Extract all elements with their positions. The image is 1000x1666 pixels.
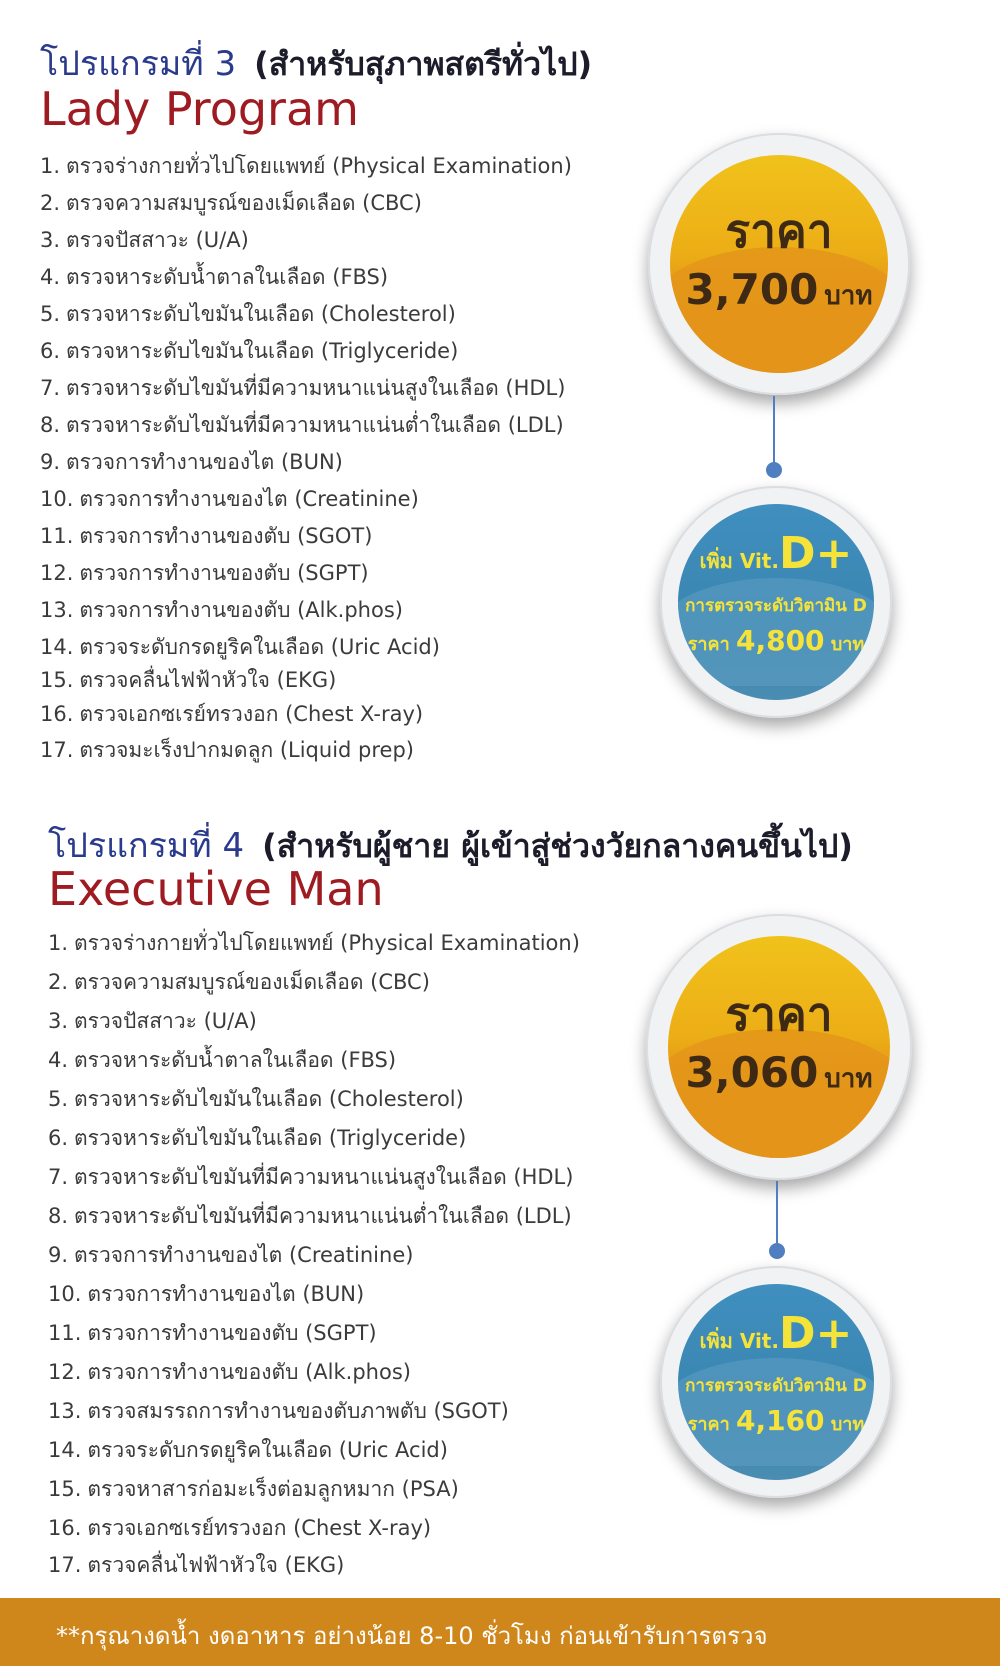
- list-item: 5. ตรวจหาระดับไขมันในเลือด (Cholesterol): [48, 1087, 464, 1111]
- list-item: 4. ตรวจหาระดับน้ำตาลในเลือด (FBS): [48, 1048, 397, 1072]
- list-item: 11. ตรวจการทำงานของตับ (SGOT): [40, 524, 373, 548]
- list-item: 3. ตรวจปัสสาวะ (U/A): [48, 1009, 257, 1033]
- list-item: 6. ตรวจหาระดับไขมันในเลือด (Triglyceride): [48, 1126, 467, 1150]
- list-item: 16. ตรวจเอกซเรย์ทรวงอก (Chest X-ray): [48, 1516, 432, 1540]
- list-item: 9. ตรวจการทำงานของไต (BUN): [40, 450, 343, 474]
- price-word: ราคา: [725, 987, 833, 1041]
- vitamin-title: เพิ่ม Vit.D+: [699, 528, 853, 579]
- list-item: 13. ตรวจสมรรถการทำงานของตับภาพตับ (SGOT): [48, 1399, 509, 1423]
- price-word: ราคา: [725, 204, 833, 258]
- list-item: 10. ตรวจการทำงานของไต (Creatinine): [40, 487, 419, 511]
- list-item: 16. ตรวจเอกซเรย์ทรวงอก (Chest X-ray): [40, 702, 424, 726]
- program-4-name: Executive Man: [48, 862, 384, 916]
- list-item: 14. ตรวจระดับกรดยูริคในเลือด (Uric Acid): [40, 635, 440, 659]
- vitamin-d-badge: [660, 486, 892, 718]
- program-4-subtitle: (สำหรับผู้ชาย ผู้เข้าสู่ช่วงวัยกลางคนขึ้นไป): [262, 827, 853, 865]
- list-item: 9. ตรวจการทำงานของไต (Creatinine): [48, 1243, 414, 1267]
- list-item: 14. ตรวจระดับกรดยูริคในเลือด (Uric Acid): [48, 1438, 448, 1462]
- connector-dot: [766, 462, 782, 478]
- list-item: 6. ตรวจหาระดับไขมันในเลือด (Triglyceride): [40, 339, 459, 363]
- price-badge: [648, 133, 910, 395]
- list-item: 17. ตรวจมะเร็งปากมดลูก (Liquid prep): [40, 738, 414, 762]
- vitamin-desc: การตรวจระดับวิตามิน D: [685, 1376, 867, 1396]
- vitamin-desc: การตรวจระดับวิตามิน D: [685, 596, 867, 616]
- connector-line: [773, 396, 775, 468]
- list-item: 11. ตรวจการทำงานของตับ (SGPT): [48, 1321, 377, 1345]
- fasting-note: **กรุณางดน้ำ งดอาหาร อย่างน้อย 8-10 ชั่วโมง ก่อนเข้ารับการตรวจ: [56, 1622, 768, 1650]
- program-3-name: Lady Program: [40, 82, 359, 136]
- list-item: 17. ตรวจคลื่นไฟฟ้าหัวใจ (EKG): [48, 1553, 345, 1577]
- program-3-label: โปรแกรมที่ 3: [40, 44, 237, 84]
- list-item: 2. ตรวจความสมบูรณ์ของเม็ดเลือด (CBC): [48, 970, 430, 994]
- list-item: 4. ตรวจหาระดับน้ำตาลในเลือด (FBS): [40, 265, 389, 289]
- list-item: 3. ตรวจปัสสาวะ (U/A): [40, 228, 249, 252]
- vitamin-price: ราคา 4,800 บาท: [687, 624, 865, 657]
- vitamin-price: ราคา 4,160 บาท: [687, 1404, 865, 1437]
- list-item: 7. ตรวจหาระดับไขมันที่มีความหนาแน่นสูงในเลือด (HDL): [48, 1165, 574, 1189]
- list-item: 12. ตรวจการทำงานของตับ (Alk.phos): [48, 1360, 411, 1384]
- price-badge: [646, 914, 912, 1180]
- list-item: 2. ตรวจความสมบูรณ์ของเม็ดเลือด (CBC): [40, 191, 422, 215]
- connector-dot: [769, 1243, 785, 1259]
- list-item: 13. ตรวจการทำงานของตับ (Alk.phos): [40, 598, 403, 622]
- list-item: 1. ตรวจร่างกายทั่วไปโดยแพทย์ (Physical Examination): [40, 154, 572, 178]
- program-3-subtitle: (สำหรับสุภาพสตรีทั่วไป): [254, 45, 593, 83]
- program-4-label: โปรแกรมที่ 4: [48, 826, 245, 866]
- list-item: 15. ตรวจหาสารก่อมะเร็งต่อมลูกหมาก (PSA): [48, 1477, 459, 1501]
- vitamin-title: เพิ่ม Vit.D+: [699, 1308, 853, 1359]
- list-item: 8. ตรวจหาระดับไขมันที่มีความหนาแน่นต่ำในเลือด (LDL): [48, 1204, 572, 1228]
- footer-banner: [0, 1598, 1000, 1666]
- price-amount: 3,060 บาท: [685, 1048, 873, 1097]
- list-item: 15. ตรวจคลื่นไฟฟ้าหัวใจ (EKG): [40, 668, 337, 692]
- price-amount: 3,700 บาท: [685, 265, 873, 314]
- list-item: 5. ตรวจหาระดับไขมันในเลือด (Cholesterol): [40, 302, 456, 326]
- connector-line: [776, 1181, 778, 1251]
- list-item: 1. ตรวจร่างกายทั่วไปโดยแพทย์ (Physical Examination): [48, 931, 580, 955]
- list-item: 8. ตรวจหาระดับไขมันที่มีความหนาแน่นต่ำในเลือด (LDL): [40, 413, 564, 437]
- list-item: 12. ตรวจการทำงานของตับ (SGPT): [40, 561, 369, 585]
- list-item: 7. ตรวจหาระดับไขมันที่มีความหนาแน่นสูงในเลือด (HDL): [40, 376, 566, 400]
- list-item: 10. ตรวจการทำงานของไต (BUN): [48, 1282, 365, 1306]
- vitamin-d-badge: [660, 1266, 892, 1498]
